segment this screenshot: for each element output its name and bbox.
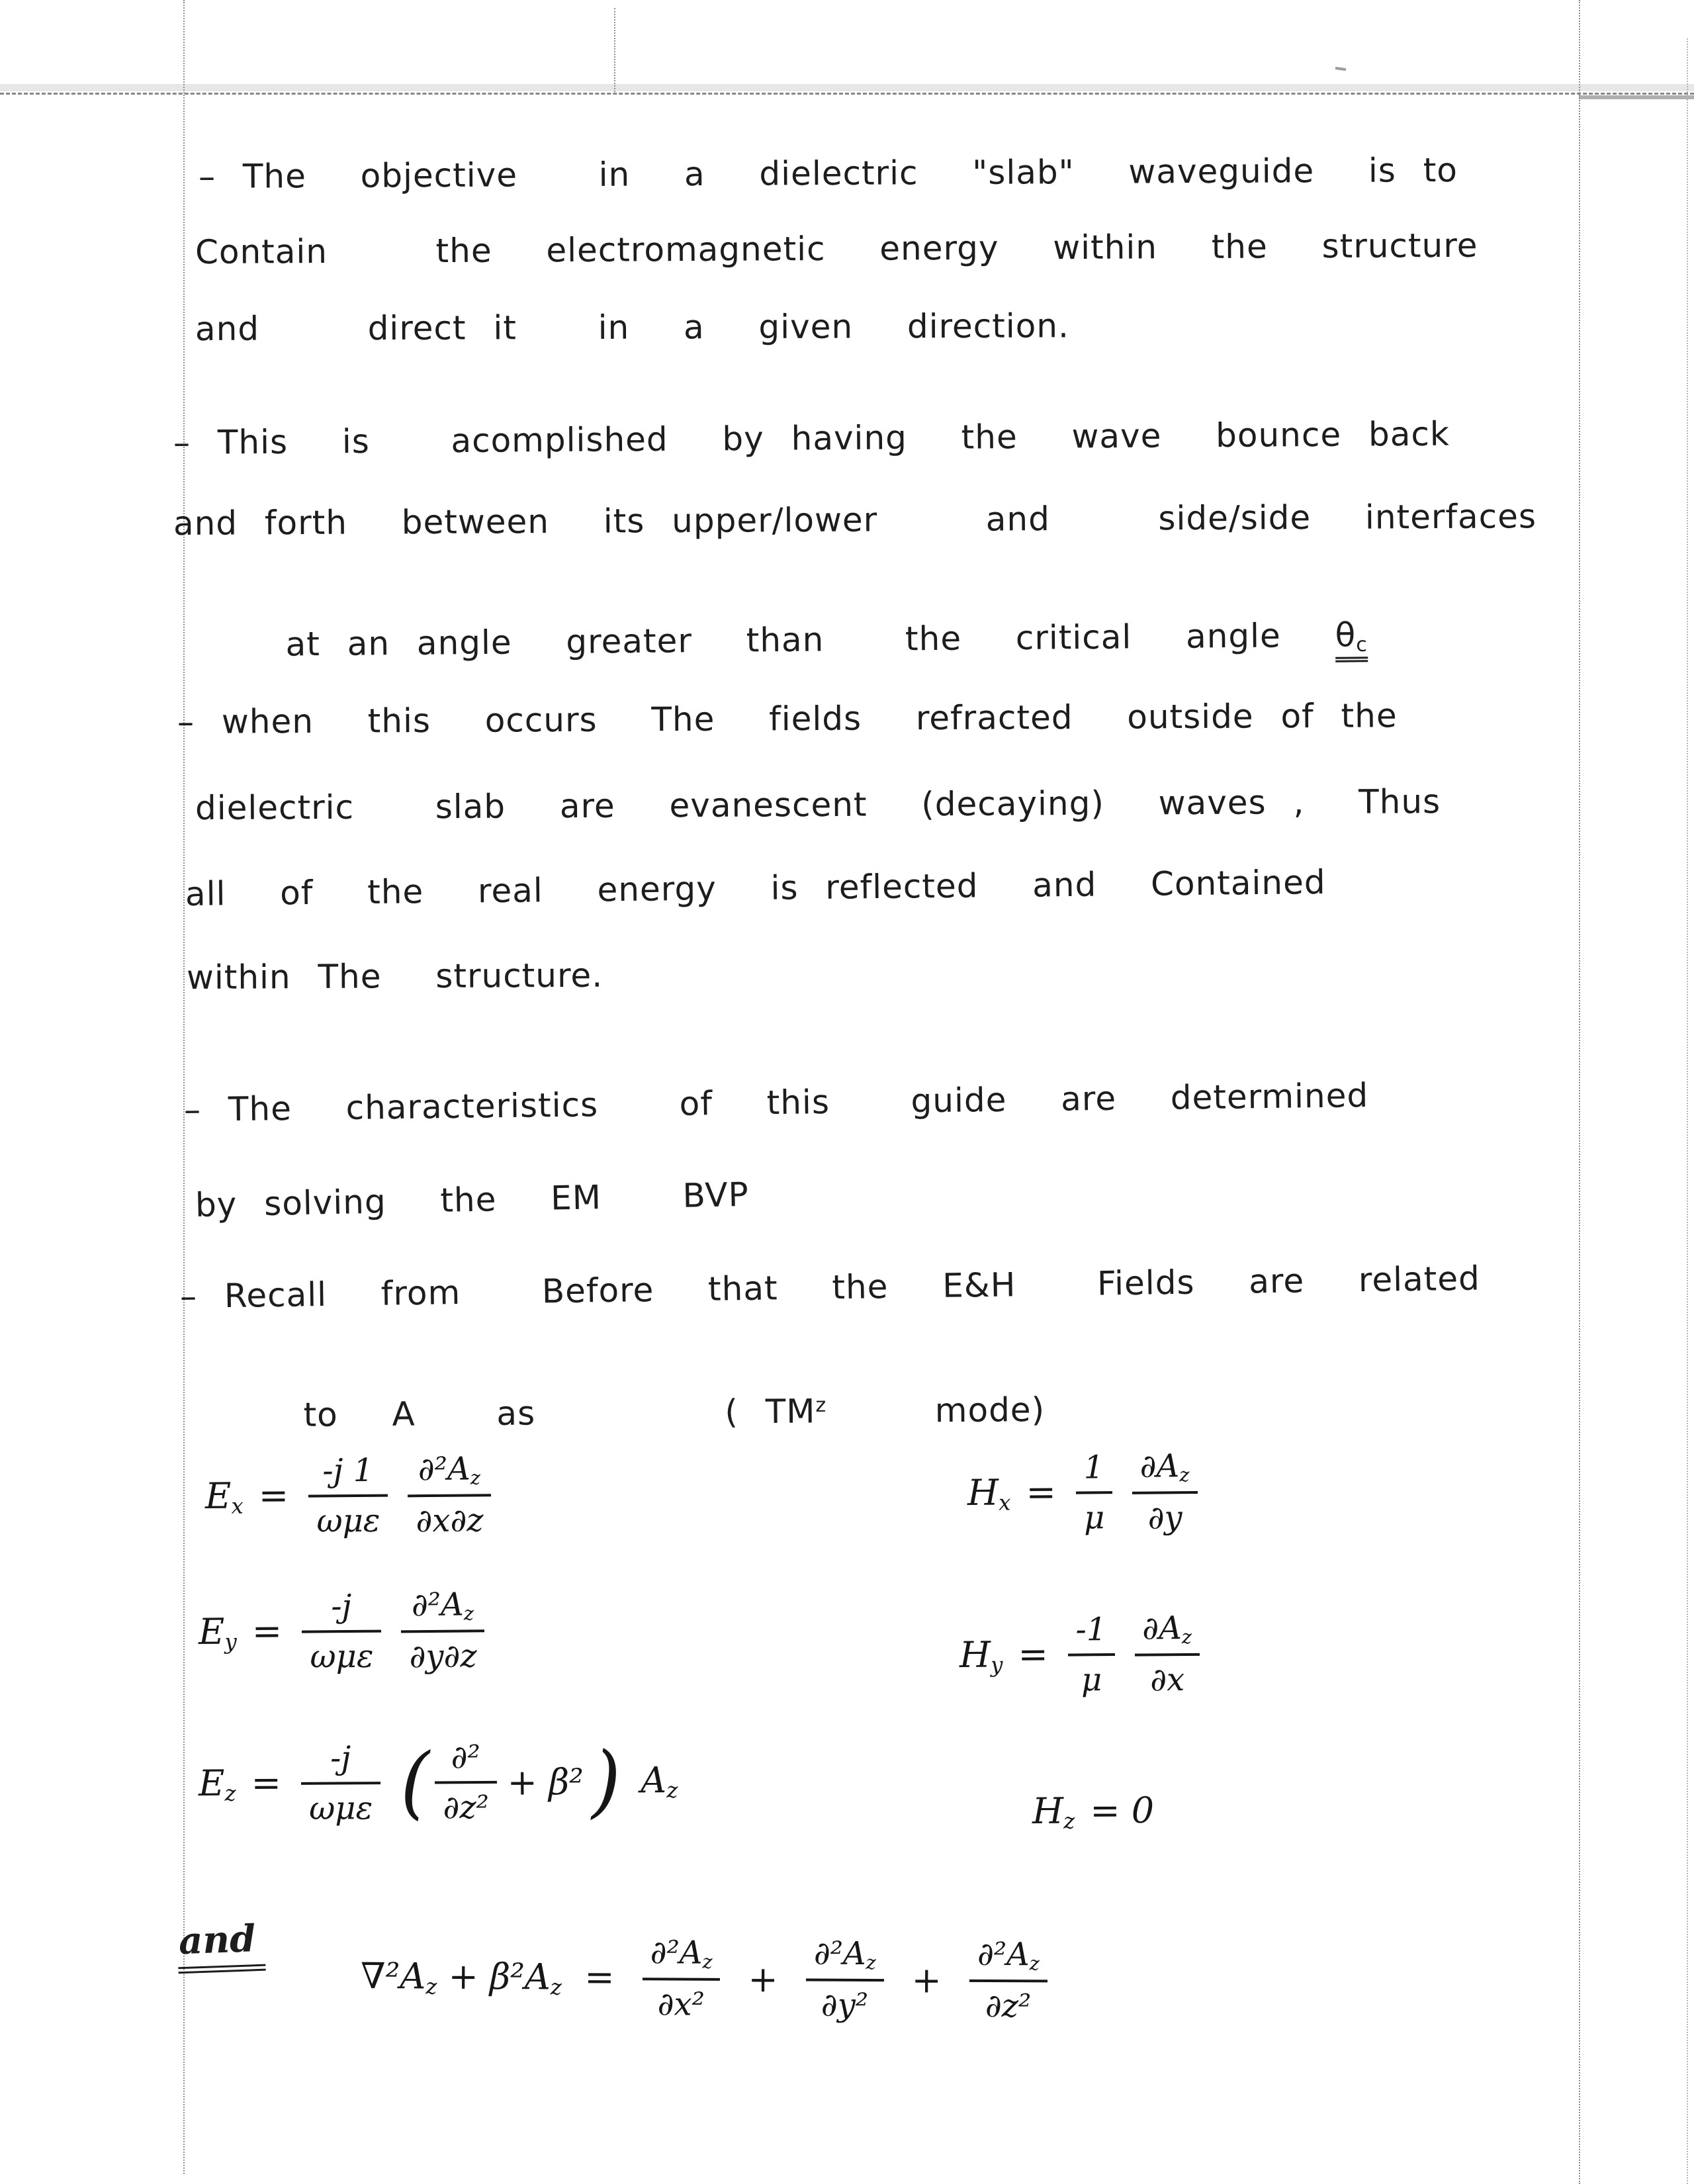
line-text: at an angle greater than the critical angle [285, 615, 1335, 664]
open-paren: ( [400, 1736, 430, 1829]
eq-lhs: Ey = [198, 1610, 283, 1655]
note-line: – when this occurs The fields refracted outside of the [177, 696, 1398, 741]
left-margin-line [183, 0, 185, 2174]
eq-lhs: Hx = [967, 1471, 1057, 1516]
tm-mode-superscript: z [815, 1393, 827, 1417]
equation-Ex [204, 1450, 491, 1541]
note-line: and forth between its upper/lower and side/side interfaces [173, 497, 1537, 543]
right-margin-line [1579, 0, 1580, 2184]
note-line: – This is acomplished by having the wave bounce back [173, 414, 1450, 462]
equation-Hx [967, 1447, 1198, 1538]
derivative-fraction: $\frac{\text{∂²Az}}{\text{∂x²}}$ [642, 1934, 721, 2023]
note-line: all of the real energy is reflected and Contained [185, 862, 1326, 913]
eq-lhs: Hz = 0 [1032, 1789, 1155, 1834]
eq-lhs: Ez = [198, 1762, 282, 1806]
scan-speck [1335, 67, 1346, 71]
top-rule-line [0, 93, 1694, 95]
note-line: – The objective in a dielectric "slab" waveguide is to [198, 151, 1458, 196]
coefficient-fraction: $\frac{-j}{\text{ωμε}}$ [300, 1739, 380, 1827]
derivative-fraction: $\frac{\partial Az}{\partial y}$ [1132, 1447, 1198, 1537]
note-line: – Recall from Before that the E&H Fields are related [179, 1259, 1481, 1316]
note-line: by solving the EM BVP [195, 1175, 750, 1224]
top-rule-shadow [0, 84, 1694, 91]
note-line: Contain the electromagnetic energy within the structure [195, 226, 1478, 271]
and-connector: and [177, 1917, 265, 1964]
wave-lhs: ∇²Az + β²Az = [360, 1955, 615, 2000]
equation-Hz [1032, 1790, 1155, 1834]
derivative-fraction: $\frac{\text{∂²Az}}{\partial y\partial z}$ [401, 1586, 485, 1675]
note-line: and direct it in a given direction. [195, 306, 1070, 348]
eq-lhs: Hy = [959, 1633, 1049, 1678]
equation-Hy [959, 1610, 1200, 1700]
page-edge-line [1687, 38, 1688, 2184]
inner-derivative-fraction: $\frac{\text{∂²}}{\text{∂z²}}$ [435, 1739, 497, 1827]
equation-wave [361, 1933, 1048, 2025]
theta-subscript: c [1356, 633, 1368, 657]
theta-symbol: θ [1335, 615, 1357, 655]
line-text: mode) [826, 1390, 1046, 1431]
plus-sign: + [748, 1958, 778, 2000]
derivative-fraction: $\frac{\partial Az}{\partial x}$ [1134, 1610, 1200, 1699]
eq-lhs: Ex = [204, 1474, 289, 1519]
derivative-fraction: $\frac{\text{∂²Az}}{\text{∂y²}}$ [805, 1935, 884, 2025]
close-paren: ) [591, 1735, 621, 1827]
top-tick-line [614, 8, 615, 95]
note-line: – The characteristics of this guide are determined [183, 1076, 1369, 1129]
coefficient-fraction: $\frac{-j 1}{\text{ωμε}}$ [308, 1452, 388, 1540]
top-rule-dark-segment [1579, 95, 1694, 99]
coefficient-fraction: $\frac{1}{\mu}$ [1075, 1449, 1112, 1536]
critical-angle-term [1335, 615, 1368, 662]
equation-Ey [198, 1586, 484, 1677]
derivative-fraction: $\frac{\text{∂²Az}}{\partial x\partial z}$ [408, 1450, 492, 1539]
plus-beta-squared: + β² [507, 1760, 584, 1803]
note-line: within The structure. [186, 956, 603, 997]
eq-argument: Az [640, 1759, 678, 1803]
equation-Ez [199, 1737, 678, 1828]
line-text: to A as ( TM [303, 1392, 816, 1434]
note-line: dielectric slab are evanescent (decaying) waves , Thus [195, 782, 1441, 827]
derivative-fraction: $\frac{\text{∂²Az}}{\text{∂z²}}$ [969, 1936, 1048, 2025]
coefficient-fraction: $\frac{-1}{\mu}$ [1067, 1611, 1115, 1699]
plus-sign: + [911, 1958, 942, 2001]
coefficient-fraction: $\frac{-j}{\text{ωμε}}$ [302, 1588, 382, 1676]
note-line [177, 577, 1368, 705]
